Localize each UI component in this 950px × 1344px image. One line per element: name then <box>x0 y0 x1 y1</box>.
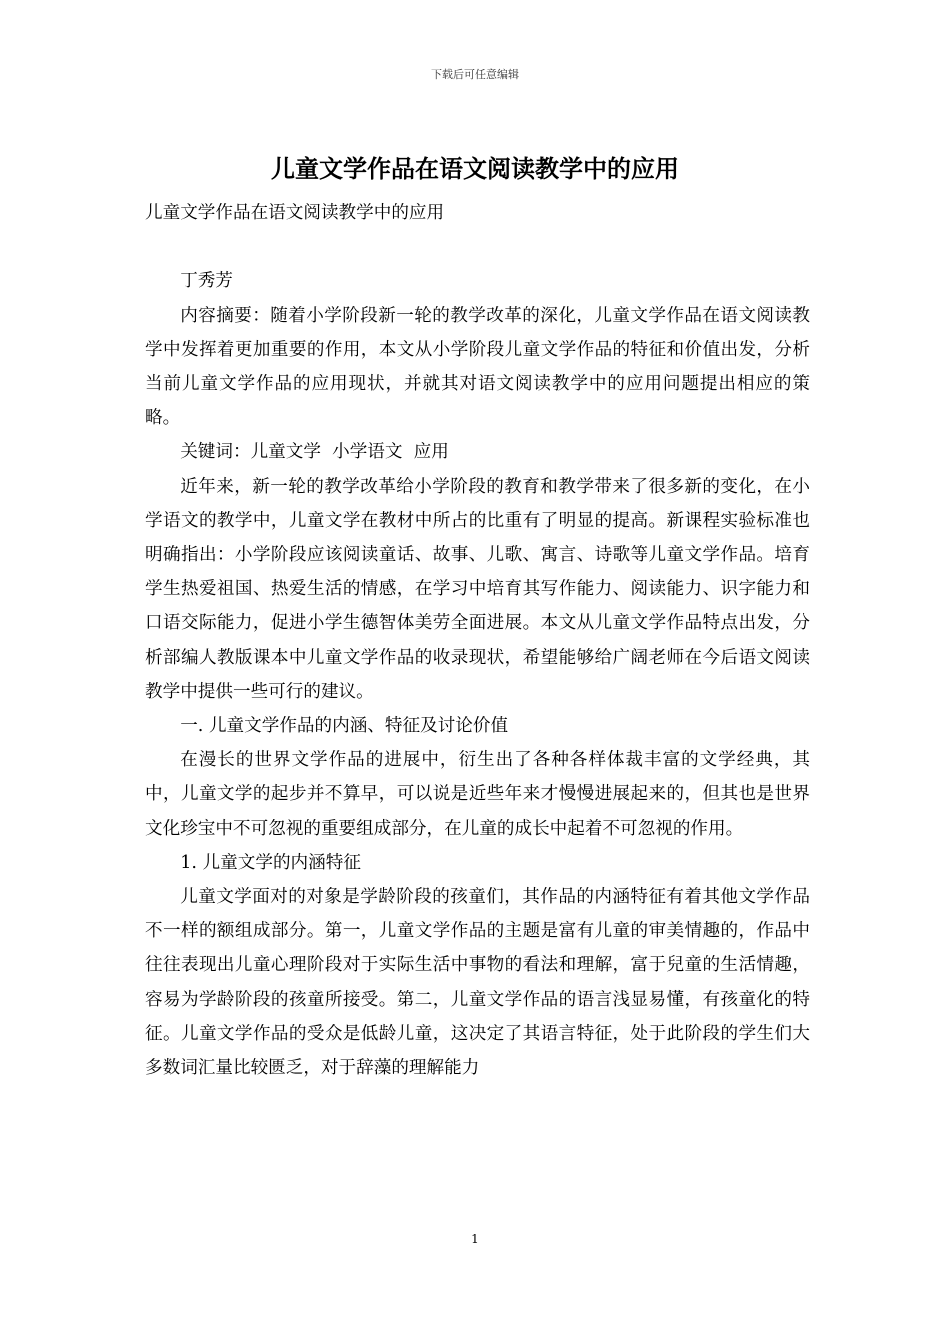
page-number: 1 <box>471 1232 479 1246</box>
keywords-line: 关键词：儿童文学 小学语文 应用 <box>180 442 449 463</box>
blank-line <box>145 230 810 264</box>
document-title: 儿童文学作品在语文阅读教学中的应用 <box>271 154 679 183</box>
subtitle: 儿童文学作品在语文阅读教学中的应用 <box>145 203 445 223</box>
document-body <box>145 196 810 1085</box>
author: 丁秀芳 <box>180 271 233 292</box>
intro-paragraph: 近年来，新一轮的教学改革给小学阶段的教育和教学带来了很多新的变化，在小学语文的教学中，儿童文学在教材中所占的比重有了明显的提高。新课程实验标准也明确指出：小学阶段应该阅读童话、故事、儿歌、寓言、诗歌等儿童文学作品。培育学生热爱祖国、热爱生活的情感，在学习中培育其写作能力、阅读能力、识字能力和口语交际能力，促进小学生德智体美劳全面进展。本文从儿童文学作品特点出发，分析部编人教版课本中儿童文学作品的收录现状，希望能够给广阔老师在今后语文阅读教学中提供一些可行的建议。 <box>145 476 810 702</box>
section-heading: 一. 儿童文学作品的内涵、特征及讨论价值 <box>180 716 509 737</box>
section-paragraph: 在漫长的世界文学作品的进展中，衍生出了各种各样体裁丰富的文学经典，其中，儿童文学的起步并不算早，可以说是近些年来才慢慢进展起来的，但其也是世界文化珍宝中不可忽视的重要组成部分，在儿童的成长中起着不可忽视的作用。 <box>145 750 810 839</box>
abstract-paragraph: 内容摘要：随着小学阶段新一轮的教学改革的深化，儿童文学作品在语文阅读教学中发挥着更加重要的作用，本文从小学阶段儿童文学作品的特征和价值出发，分析当前儿童文学作品的应用现状，并就其对语文阅读教学中的应用问题提出相应的策略。 <box>145 305 810 429</box>
header-note: 下载后可任意编辑 <box>431 68 519 81</box>
subsection-paragraph: 儿童文学面对的对象是学龄阶段的孩童们，其作品的内涵特征有着其他文学作品不一样的额组成部分。第一，儿童文学作品的主题是富有儿童的审美情趣的，作品中往往表现出儿童心理阶段对于实际生活中事物的看法和理解，富于兒童的生活情趣，容易为学龄阶段的孩童所接受。第二，儿童文学作品的语言浅显易懂，有孩童化的特征。儿童文学作品的受众是低龄儿童，这决定了其语言特征，处于此阶段的学生们大多数词汇量比较匮乏，对于辞藻的理解能力 <box>145 887 810 1079</box>
subsection-heading: 1. 儿童文学的内涵特征 <box>180 852 361 873</box>
